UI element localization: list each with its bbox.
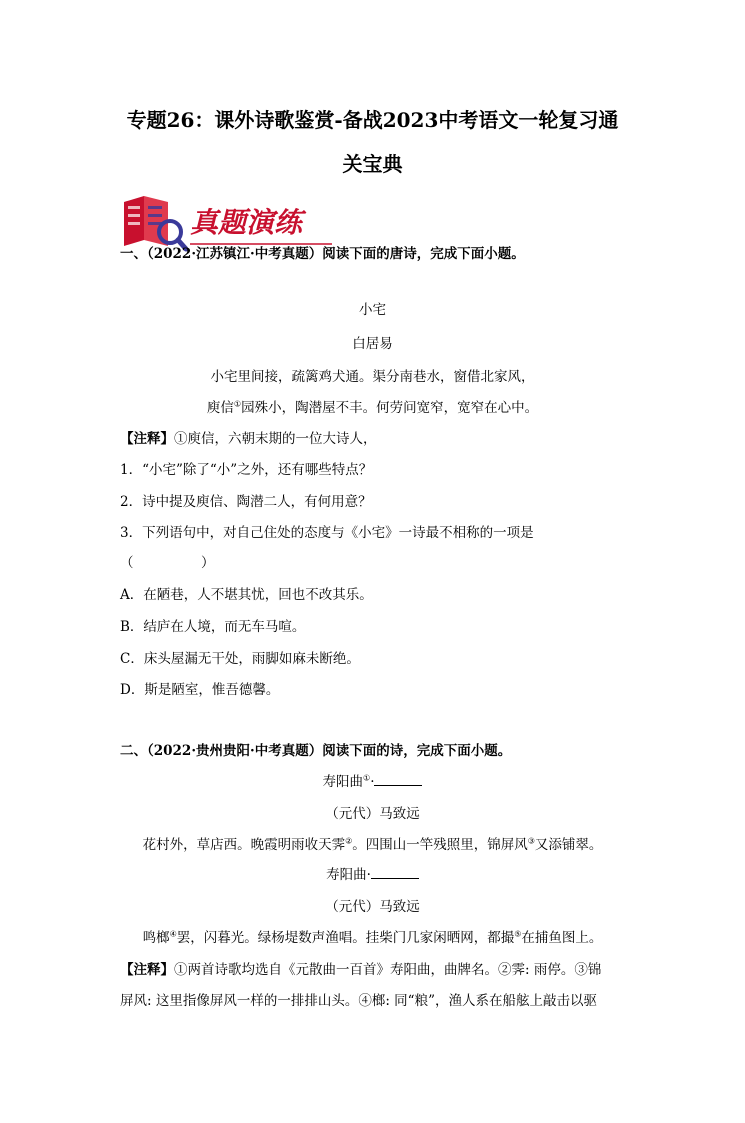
question-1-heading: 一、（2022·江苏镇江·中考真题）阅读下面的唐诗，完成下面小题。 (120, 246, 525, 262)
option-c: C．床头屋漏无干处，雨脚如麻未断绝。 (120, 651, 360, 667)
poem-author: 白居易 (352, 336, 393, 352)
question-2-heading: 二、（2022·贵州贵阳·中考真题）阅读下面的诗，完成下面小题。 (120, 743, 512, 759)
poem-title: 小宅 (359, 302, 386, 318)
title-line-2: 关宝典 (342, 152, 403, 176)
poem-title: 寿阳曲①· (120, 770, 625, 790)
option-a: A．在陋巷，人不堪其忧，回也不改其乐。 (120, 587, 373, 603)
answer-paren: （ ） (120, 555, 215, 571)
poem-verse: 小宅里间接，疏篱鸡犬通。渠分南巷水，窗借北家风， (210, 369, 535, 385)
sub-question-2: 2．诗中提及庾信、陶潜二人，有何用意？ (120, 494, 372, 510)
annotation: 【注释】①庾信，六朝末期的一位大诗人， (120, 431, 377, 447)
annotation: 【注释】①两首诗歌均选自《元散曲一百首》寿阳曲，曲牌名。②霁: 雨停。③锦 (120, 962, 602, 978)
poem-verse: 花村外，草店西。晚霞明雨收天霁②。四围山一竿残照里，锦屏风③又添铺翠。 (142, 836, 603, 853)
poem-verse: 鸣榔④罢，闪暮光。绿杨堤数声渔唱。挂柴门几家闲晒网，都撮⑤在捕鱼图上。 (142, 929, 603, 946)
poem-author: （元代）马致远 (325, 899, 420, 915)
poem-verse: 庾信①园殊小，陶潜屋不丰。何劳问宽窄，宽窄在心中。 (206, 399, 539, 416)
document-title (100, 98, 645, 186)
banner-text: 真题演练 (190, 206, 303, 239)
title-line-1: 专题26：课外诗歌鉴赏-备战2023中考语文一轮复习通 (126, 108, 619, 132)
sub-question-3: 3．下列语句中，对自己住处的态度与《小宅》一诗最不相称的一项是 (120, 525, 534, 541)
blank-line (371, 867, 419, 879)
option-b: B．结庐在人境，而无车马喧。 (120, 619, 306, 635)
option-d: D．斯是陋室，惟吾德馨。 (120, 682, 280, 698)
annotation-continued: 屏风: 这里指像屏风一样的一排排山头。④榔: 同“粮”，渔人系在船舷上敲击以驱 (120, 993, 597, 1009)
blank-line (374, 774, 422, 786)
poem-title: 寿阳曲· (120, 863, 625, 883)
poem-author: （元代）马致远 (325, 806, 420, 822)
sub-question-1: 1．“小宅”除了“小”之外，还有哪些特点？ (120, 462, 373, 478)
